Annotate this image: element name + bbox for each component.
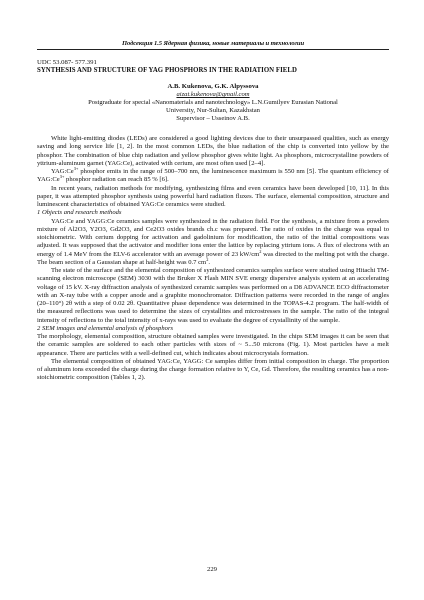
paragraph-morphology: The morphology, elemental composition, structure obtained samples were investigated. In the chips SEM images it can be seen that the ceramic samples are soldered to each other particles with sizes of ~ 5...50 microns (Fig. 1). Most particles have a melt appearance. There are particles with a well-defined cut, which indicates about microcrystals formation. <box>37 333 389 357</box>
superscript: 2 <box>206 256 209 262</box>
subheading-objects-methods: 1 Objects and research methods <box>37 209 122 217</box>
page-number: 229 <box>206 566 218 573</box>
text-fragment: phosphor radiation can reach 85 % [6]. <box>64 176 169 184</box>
paragraph-characterization: The state of the surface and the elemental composition of synthesized ceramics samples surface were studied using Hitachi TM-scanning electron microscope (SEM) 3030 with the Bruker X Flash MIN SVE energy dispersive analysis system at an accelerating voltage of 15 kV. X-ray diffraction analysis of synthesized ceramic samples was performed on a D8 ADVANCE ECO diffractometer with an X-ray tube with a copper anode and a graphite monochromator. Diffraction patterns were recorded in the range of angles (20–110°) 2θ with a step of 0.02 2θ. Quantitative phase dependence was determined in the TOPAS-4.2 program. The half-width of the measured reflections was used to determine the sizes of crystallites and microstresses in the sample. The ratio of the integral intensity of reflections to the total intensity of x-rays was used to evaluate the degree of crystallinity of the sample. <box>37 267 389 324</box>
paragraph-methods-intro: In recent years, radiation methods for modifying, synthesizing films and even ceramics have been developed [10, 11]. In this paper, it was attempted phosphor synthesis using powerful hard radiation fluxes. The surface, elemental composition, structure and luminescent characteristics of obtained YAG:Ce ceramics were studied. <box>37 184 389 208</box>
text-fragment: . <box>208 258 211 266</box>
author-email-link[interactable]: aizat.kukenova@gmail.com <box>176 91 250 98</box>
paragraph-emission <box>37 165 389 185</box>
header-rule <box>37 49 389 50</box>
superscript: 3+ <box>59 174 65 180</box>
superscript: 3+ <box>73 165 79 171</box>
affiliation-line-1: Postgraduate for special «Nanomaterials and nanotechnology» L.N.Gumilyev Eurasian National <box>88 99 338 106</box>
text-fragment: phosphor emits in the range of 500–700 nm, the luminescence maximum is 550 nm [5]. The quantum efficiency of YAG:Ce <box>37 168 389 184</box>
udc-code: UDC 53.087- 577.391 <box>37 59 97 66</box>
text-fragment: YAG:Ce <box>51 168 74 175</box>
paragraph-intro: White light-emitting diodes (LEDs) are considered a good lighting devices due to their unsurpassed qualities, such as energy saving and long service life [1, 2]. In the most common LEDs, the blue radiation of the chip is converted into yellow by the phosphor. The combination of blue chip radiation and yellow phosphor gives white light. As phosphors, microcrystalline powders of yttrium-aluminum garnet (YAG:Ce), activated with cerium, are most often used [2–4]. <box>37 135 389 167</box>
paragraph-synthesis <box>37 218 389 268</box>
text-fragment: was directed to the melting pot with the charge. The beam section of a Gaussian shape at half-height was 0.7 cm <box>37 250 389 266</box>
affiliation-line-2: University, Nur-Sultan, Kazakhstan <box>166 107 260 114</box>
subheading-sem-analysis: 2 SEM images and elemental analysis of phosphors <box>37 324 174 332</box>
paper-body <box>37 135 389 383</box>
paper-title: SYNTHESIS AND STRUCTURE OF YAG PHOSPHORS IN THE RADIATION FIELD <box>37 67 297 74</box>
text-fragment: YAG:Ce and YAGG:Ce ceramics samples were synthesized in the radiation field. For the synthesis, a mixture from a powders mixture of Al2O3, Y2O3, Gd2O3, and Ce2O3 oxides brands ch.c was prepared. The ratio of oxides in the charge was equal to stoichiometric. With cerium dopping for activation and gadolinium for modification, the ratio of the initial compositions was adjusted. It was supposed that the activator and modifier ions enter the lattice by replacing yttrium ions. A flux of electrons with an energy of 1.4 MeV from the ELV-6 accelerator with an average power of 23 kW/cm <box>37 217 389 258</box>
superscript: 2 <box>259 248 262 254</box>
running-header: Подсекция 1.5 Ядерная физика, новые материалы и технологии <box>121 40 305 47</box>
author-names: A.B. Kukenova, G.K. Alpyssova <box>167 83 259 90</box>
paragraph-composition: The elemental composition of obtained YAG:Ce, YAGG: Ce samples differ from initial composition in charge. The proportion of aluminum ions exceeded the charge during the charge formation relative to Y, Ce, Gd. Therefore, the resulting ceramics has a non-stoichiometric composition (Tables 1, 2). <box>37 357 389 382</box>
supervisor-line: Supervisor – Usseinov A.B. <box>176 115 250 122</box>
